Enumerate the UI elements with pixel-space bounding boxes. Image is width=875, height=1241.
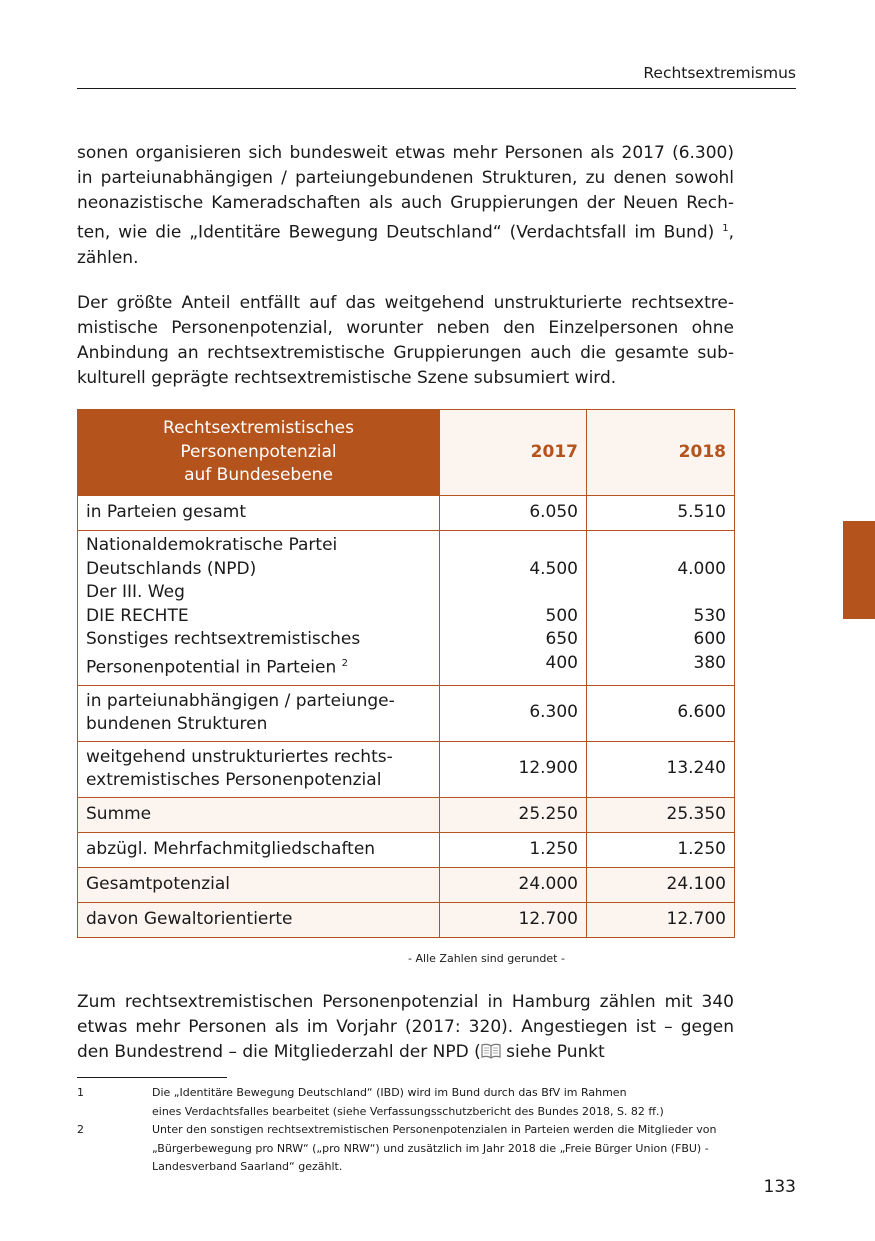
row-label: abzügl. Mehrfachmitgliedschaften [78,832,440,867]
row-label [78,741,440,797]
value-2018 [587,531,735,686]
footnote-separator [77,1077,227,1078]
other-2018: 380 [693,652,726,673]
footnote-line: Unter den sonstigen rechtsextremistischen Personenpotenzialen in Parteien werden die Mitglieder von [152,1123,717,1136]
value-2017 [440,531,587,686]
column-header-2018: 2018 [587,410,735,496]
open-book-icon[interactable] [481,1042,501,1067]
body-paragraph-3 [77,990,734,1067]
paragraph-3-text: Zum rechtsextremistischen Personenpotenzial in Hamburg zählen mit 340 etwas mehr Personen als im Vorjahr (2017: 320). Angestiegen ist – gegen den Bundestrend – die Mitgliederzahl der NPD ( [77,992,734,1062]
footnote-line: „Bürgerbewegung pro NRW“ („pro NRW“) und zusätzlich im Jahr 2018 die „Freie Bürger Union (FBU) - [152,1141,709,1155]
running-title: Rechtsextremismus [643,64,796,82]
row-label-line: bundenen Strukturen [86,714,268,735]
value-2017: 6.050 [440,496,587,531]
chapter-side-tab [843,521,875,619]
value-2018: 5.510 [587,496,735,531]
footnote-line: Landesverband Saarland“ gezählt. [152,1160,343,1173]
value-2018: 24.100 [587,867,735,902]
table-rounding-note: - Alle Zahlen sind gerundet - [408,952,565,965]
party-weg: Der III. Weg [86,582,185,602]
footnote-line: Die „Identitäre Bewegung Deutschland“ (IBD) wird im Bund durch das BfV im Rahmen [152,1086,627,1099]
footnote-line: eines Verdachtsfalles bearbeitet (siehe Verfassungsschutzbericht des Bundes 2018, S. 82 ff.) [152,1104,664,1118]
cross-reference-link[interactable]: siehe Punkt [506,1042,605,1062]
value-2018: 6.600 [587,685,735,741]
weg-2018: 530 [693,605,726,626]
page-number: 133 [763,1177,796,1197]
table-row [78,797,735,832]
party-npd-line1: Nationaldemokratische Partei [86,535,338,555]
header-label-line: auf Bundesebene [184,465,333,486]
npd-2017: 4.500 [529,558,578,579]
value-2018: 13.240 [587,741,735,797]
row-label: in Parteien gesamt [78,496,440,531]
body-paragraph-1 [77,141,734,271]
table-row [78,902,735,937]
table-row [78,685,735,741]
party-npd-line2: Deutschlands (NPD) [86,558,257,579]
paragraph-1-text: sonen organisieren sich bundesweit etwas mehr Personen als 2017 (6.300) in parteiunabhängigen / parteiungebundenen Strukturen, zu denen sowohl neonazistische Kameradschaften als auch Gruppierungen der Neuen Rech-ten, wie die „Identitäre Bewegung Deutschland“ (Verdachtsfall im Bund) [77,143,734,243]
row-label-line: extremistisches Personenpotenzial [86,770,382,791]
table-header-row [78,410,735,496]
value-2017: 6.300 [440,685,587,741]
header-label-line: Rechtsextremistisches [163,418,354,439]
row-label-line: in parteiunabhängigen / parteiunge- [86,690,395,711]
column-header-2017: 2017 [440,410,587,496]
other-2017: 400 [545,652,578,673]
party-rechte: DIE RECHTE [86,605,189,626]
weg-2017: 500 [545,605,578,626]
value-2017: 24.000 [440,867,587,902]
paragraph-1-tail: , zählen. [77,222,734,268]
row-label: Summe [78,797,440,832]
table-row [78,832,735,867]
footnote-text [152,1121,802,1177]
value-2017: 25.250 [440,797,587,832]
table-row [78,531,735,686]
value-2017: 12.900 [440,741,587,797]
value-2018: 1.250 [587,832,735,867]
party-other-line1: Sonstiges rechtsextremistisches [86,629,361,649]
party-other-line2-text: Personenpotential in Parteien [86,657,337,678]
party-other-line2 [86,652,431,680]
row-label-line: weitgehend unstrukturiertes rechts- [86,746,393,767]
table-header-label [78,410,440,496]
header-label-line: Personenpotenzial [180,441,337,462]
value-2018: 25.350 [587,797,735,832]
row-label [78,531,440,686]
value-2017: 12.700 [440,902,587,937]
body-paragraph-2: Der größte Anteil entfällt auf das weitgehend unstrukturierte rechtsextre-mistische Personenpotenzial, worunter neben den Einzelpersonen ohne Anbindung an rechtsextremistische Gruppierungen auch die gesamte sub-kulturell geprägte rechtsextremistische Szene subsumiert wird. [77,293,734,388]
footnote-text [152,1084,802,1121]
footnote-ref-2[interactable]: 2 [341,657,349,669]
row-label [78,685,440,741]
footnote-number: 2 [77,1123,84,1136]
table-row [78,867,735,902]
rechte-2018: 600 [693,629,726,649]
footnote-ref-1[interactable]: 1 [722,223,729,234]
rechte-2017: 650 [545,629,578,649]
value-2017: 1.250 [440,832,587,867]
footnote-number: 1 [77,1086,84,1099]
table-row [78,741,735,797]
npd-2018: 4.000 [677,558,726,579]
personnel-potential-table [77,409,735,938]
row-label: davon Gewaltorientierte [78,902,440,937]
table-row [78,496,735,531]
running-header [77,62,796,89]
row-label: Gesamtpotenzial [78,867,440,902]
value-2018: 12.700 [587,902,735,937]
